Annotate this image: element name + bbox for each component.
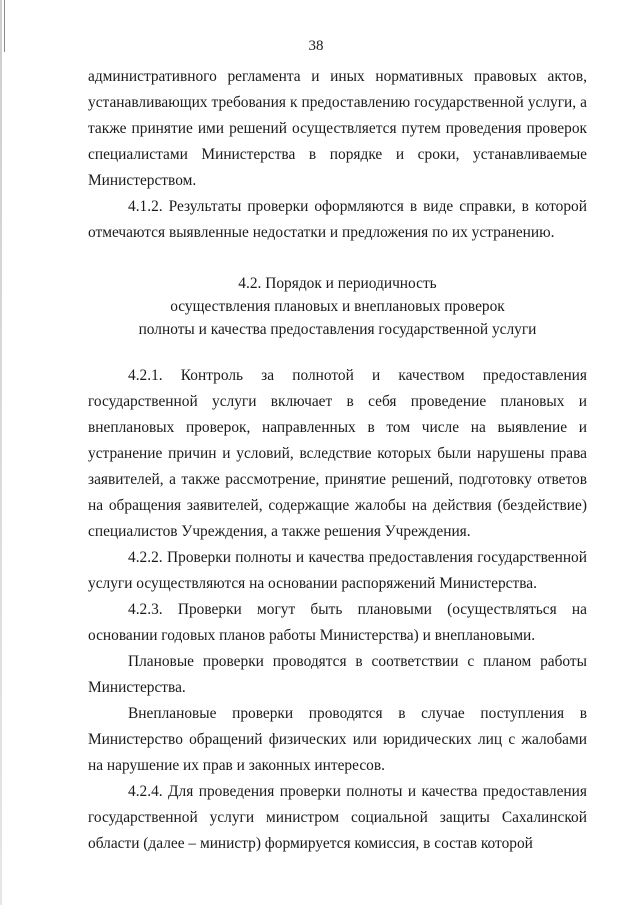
- section-heading-4-2: [88, 272, 587, 341]
- page-number: 38: [308, 38, 324, 54]
- heading-line-2: осуществления плановых и внеплановых проверок: [170, 298, 505, 315]
- scan-left-edge: [0, 0, 2, 905]
- paragraph-4-2-1: 4.2.1. Контроль за полнотой и качеством предоставления государственной услуги включает в себя проведение плановых и внеплановых проверок, направленных в том числе на выявление и устранение причин и условий, вследствие которых были нарушены права заявителей, а также рассмотрение, принятие решений, подготовку ответов на обращения заявителей, содержащие жалобы на действия (бездействие) специалистов Учреждения, а также решения Учреждения.: [88, 367, 587, 540]
- heading-line-3: полноты и качества предоставления государственной услуги: [138, 321, 537, 338]
- paragraph-4-1-2: 4.1.2. Результаты проверки оформляются в виде справки, в которой отмечаются выявленные недостатки и предложения по их устранению.: [88, 198, 587, 241]
- heading-line-1: 4.2. Порядок и периодичность: [238, 275, 437, 292]
- paragraph-continuation: административного регламента и иных нормативных правовых актов, устанавливающих требования к предоставлению государственной услуги, а также принятие ими решений осуществляется путем проведения проверок специалистами Министерства в порядке и сроки, устанавливаемые Министерством.: [88, 68, 587, 189]
- paragraph-4-2-4: 4.2.4. Для проведения проверки полноты и качества предоставления государственной услуги министром социальной защиты Сахалинской области (далее – министр) формируется комиссия, в состав которой: [88, 783, 587, 852]
- paragraph-4-2-3: 4.2.3. Проверки могут быть плановыми (осуществляться на основании годовых планов работы Министерства) и внеплановыми.: [88, 601, 587, 644]
- paragraph-unplanned-checks: Внеплановые проверки проводятся в случае поступления в Министерство обращений физических или юридических лиц с жалобами на нарушение их прав и законных интересов.: [88, 705, 587, 774]
- paragraph-planned-checks: Плановые проверки проводятся в соответствии с планом работы Министерства.: [88, 653, 587, 696]
- document-body: [88, 64, 587, 857]
- paragraph-4-2-2: 4.2.2. Проверки полноты и качества предоставления государственной услуги осуществляются на основании распоряжений Министерства.: [88, 549, 587, 592]
